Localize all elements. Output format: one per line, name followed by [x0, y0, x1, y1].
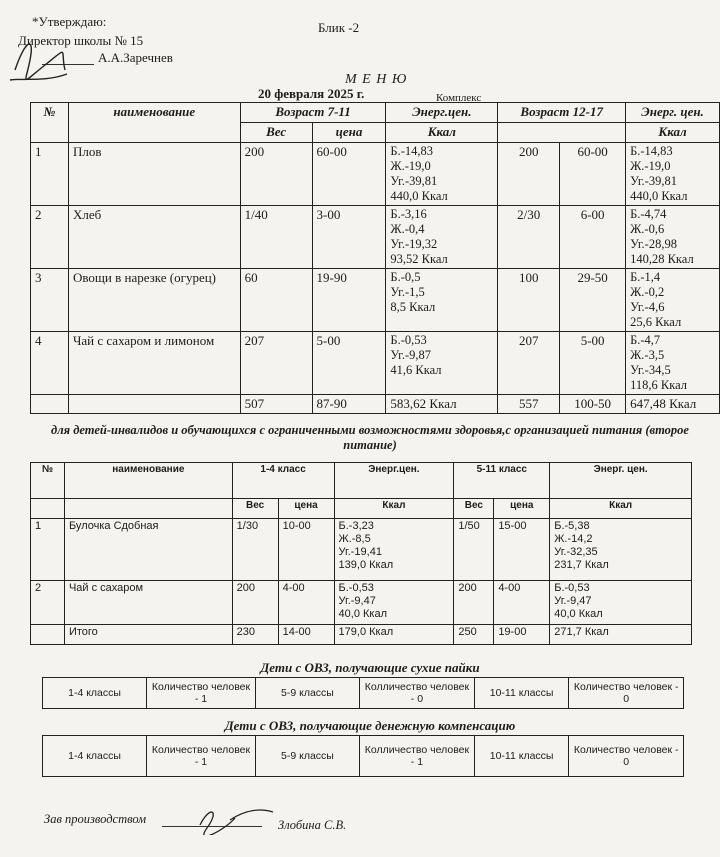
row-num: 1: [31, 143, 69, 206]
row-energy1: Б.-14,83 Ж.-19,0 Уг.-39,81 440,0 Ккал: [386, 143, 498, 206]
row-weight2: 2/30: [498, 206, 560, 269]
approval-label: *Утверждаю:: [32, 14, 107, 29]
money-comp-heading: Дети с ОВЗ, получающие денежную компенсацию: [224, 718, 516, 733]
col-price1: цена: [312, 123, 386, 143]
total-energy2: 271,7 Ккал: [550, 625, 692, 645]
row-name: Хлеб: [68, 206, 240, 269]
dry-ration-table: [42, 677, 684, 709]
row-num: 3: [31, 269, 69, 332]
complex-label: Комплекс: [436, 92, 482, 104]
row-name: Плов: [68, 143, 240, 206]
col-name: наименование: [68, 103, 240, 143]
dry-cell: Колличество человек - 0: [359, 678, 474, 709]
row-weight1: 200: [240, 143, 312, 206]
row-energy2: Б.-4,7 Ж.-3,5 Уг.-34,5 118,6 Ккал: [626, 332, 720, 395]
row-price2: 29-50: [560, 269, 626, 332]
comp-cell: Колличество человек - 1: [359, 736, 474, 777]
col-num: №: [31, 463, 65, 499]
total-weight1: 230: [232, 625, 278, 645]
row-price2: 60-00: [560, 143, 626, 206]
second-menu-table: [30, 462, 692, 645]
row-energy1: Б.-0,5 Уг.-1,5 8,5 Ккал: [386, 269, 498, 332]
col-weight1: Вес: [232, 499, 278, 519]
comp-cell: 1-4 классы: [43, 736, 147, 777]
table-row: [31, 519, 692, 581]
dry-cell: 5-9 классы: [255, 678, 359, 709]
row-name: Чай с сахаром: [64, 581, 232, 625]
dry-cell: 10-11 классы: [474, 678, 569, 709]
row-weight1: 200: [232, 581, 278, 625]
total-energy1: 179,0 Ккал: [334, 625, 454, 645]
col-kcal1: Ккал: [334, 499, 454, 519]
col-name: наименование: [64, 463, 232, 499]
row-price1: 4-00: [278, 581, 334, 625]
table-row: [31, 269, 720, 332]
dry-cell: 1-4 классы: [43, 678, 147, 709]
col-price1: цена: [278, 499, 334, 519]
col-num: №: [31, 103, 69, 143]
row-energy2: Б.-1,4 Ж.-0,2 Уг.-4,6 25,6 Ккал: [626, 269, 720, 332]
row-name: Чай с сахаром и лимоном: [68, 332, 240, 395]
total-energy2: 647,48 Ккал: [626, 395, 720, 414]
row-weight1: 60: [240, 269, 312, 332]
row-weight2: 207: [498, 332, 560, 395]
row-weight1: 1/40: [240, 206, 312, 269]
ovz-heading: для детей-инвалидов и обучающихся с ограниченными возможностями здоровья,с организацией питания (второе питание): [51, 423, 689, 452]
row-num: 1: [31, 519, 65, 581]
footer-label: Зав производством: [44, 812, 147, 826]
col-weight1: Вес: [240, 123, 312, 143]
col-grade1: 1-4 класс: [232, 463, 334, 499]
table-row: [31, 206, 720, 269]
col-price2: цена: [494, 499, 550, 519]
menu-title: М Е Н Ю: [345, 72, 408, 87]
row-energy1: Б.-3,16 Ж.-0,4 Уг.-19,32 93,52 Ккал: [386, 206, 498, 269]
total-price1: 14-00: [278, 625, 334, 645]
table-row: [31, 143, 720, 206]
comp-cell: Количество человек - 1: [147, 736, 256, 777]
director-signature: [5, 30, 75, 90]
col-energy2: Энерг. цен.: [626, 103, 720, 123]
row-weight2: 200: [454, 581, 494, 625]
total-price1: 87-90: [312, 395, 386, 414]
total-row: [31, 395, 720, 414]
director-name: А.А.Заречнев: [98, 50, 173, 65]
total-price2: 100-50: [560, 395, 626, 414]
row-energy2: Б.-0,53 Уг.-9,47 40,0 Ккал: [550, 581, 692, 625]
col-energy2: Энерг. цен.: [550, 463, 692, 499]
money-comp-table: [42, 735, 684, 777]
row-price1: 60-00: [312, 143, 386, 206]
total-row: [31, 625, 692, 645]
col-kcal1: Ккал: [386, 123, 498, 143]
col-age2: Возраст 12-17: [498, 103, 626, 123]
row-weight2: 100: [498, 269, 560, 332]
dry-ration-heading: Дети с ОВЗ, получающие сухие пайки: [260, 660, 480, 675]
comp-cell: 5-9 классы: [255, 736, 359, 777]
total-weight2: 250: [454, 625, 494, 645]
dry-cell: Количество человек - 0: [569, 678, 684, 709]
dry-cell: Количество человек - 1: [147, 678, 256, 709]
total-weight1: 507: [240, 395, 312, 414]
row-name: Булочка Сдобная: [64, 519, 232, 581]
total-price2: 19-00: [494, 625, 550, 645]
row-num: 2: [31, 206, 69, 269]
row-energy2: Б.-5,38 Ж.-14,2 Уг.-32,35 231,7 Ккал: [550, 519, 692, 581]
menu-date: 20 февраля 2025 г.: [258, 86, 365, 101]
row-num: 4: [31, 332, 69, 395]
form-label: Блик -2: [318, 20, 360, 35]
menu-table: [30, 102, 720, 414]
col-kcal2: Ккал: [626, 123, 720, 143]
col-empty: [498, 123, 560, 143]
row-weight2: 1/50: [454, 519, 494, 581]
row-price2: 4-00: [494, 581, 550, 625]
col-weight2: Вес: [454, 499, 494, 519]
col-age1: Возраст 7-11: [240, 103, 386, 123]
col-energy1: Энерг.цен.: [334, 463, 454, 499]
row-price1: 19-90: [312, 269, 386, 332]
row-price2: 6-00: [560, 206, 626, 269]
footer-name: Злобина С.В.: [278, 818, 347, 832]
comp-cell: Количество человек - 0: [569, 736, 684, 777]
row-price1: 3-00: [312, 206, 386, 269]
comp-cell: 10-11 классы: [474, 736, 569, 777]
row-price2: 5-00: [560, 332, 626, 395]
col-energy1: Энерг.цен.: [386, 103, 498, 123]
row-price2: 15-00: [494, 519, 550, 581]
row-weight2: 200: [498, 143, 560, 206]
footer-signature: [185, 800, 275, 835]
row-price1: 5-00: [312, 332, 386, 395]
row-energy1: Б.-0,53 Уг.-9,87 41,6 Ккал: [386, 332, 498, 395]
row-weight1: 1/30: [232, 519, 278, 581]
row-energy1: Б.-0,53 Уг.-9,47 40,0 Ккал: [334, 581, 454, 625]
total-label: Итого: [64, 625, 232, 645]
total-weight2: 557: [498, 395, 560, 414]
col-empty: [560, 123, 626, 143]
row-price1: 10-00: [278, 519, 334, 581]
row-energy1: Б.-3,23 Ж.-8,5 Уг.-19,41 139,0 Ккал: [334, 519, 454, 581]
col-grade2: 5-11 класс: [454, 463, 550, 499]
col-kcal2: Ккал: [550, 499, 692, 519]
table-row: [31, 581, 692, 625]
row-energy2: Б.-14,83 Ж.-19,0 Уг.-39,81 440,0 Ккал: [626, 143, 720, 206]
total-energy1: 583,62 Ккал: [386, 395, 498, 414]
row-energy2: Б.-4,74 Ж.-0,6 Уг.-28,98 140,28 Ккал: [626, 206, 720, 269]
row-weight1: 207: [240, 332, 312, 395]
table-row: [31, 332, 720, 395]
row-name: Овощи в нарезке (огурец): [68, 269, 240, 332]
row-num: 2: [31, 581, 65, 625]
director-title: Директор школы № 15: [18, 33, 144, 48]
